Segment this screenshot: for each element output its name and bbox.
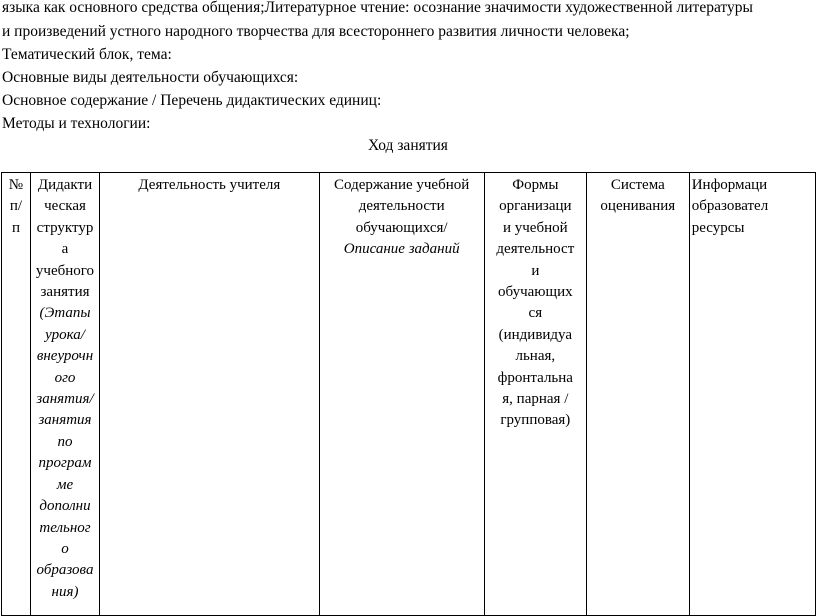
cell-line: льная,	[515, 348, 556, 365]
cell-line: ресурсы	[691, 219, 745, 236]
cell-line: оценивания	[600, 198, 676, 215]
cell-line: фронтальна	[497, 369, 573, 386]
cell-line: структур	[36, 219, 94, 236]
cell-line: образовател	[691, 198, 769, 215]
cell-line: занятия	[40, 284, 90, 301]
cell-line: Деятельность учителя	[138, 177, 281, 193]
cell-line: Дидакти	[37, 177, 93, 193]
cell-line: учебного	[35, 262, 95, 279]
cell-line: занятия	[38, 412, 92, 429]
cell-number	[2, 173, 31, 616]
cell-line: (индивидуа	[498, 326, 573, 343]
cell-learning-content	[319, 173, 484, 616]
intro-line-3: Тематический блок, тема:	[2, 46, 172, 63]
cell-line: о	[61, 540, 69, 557]
intro-line-5: Основное содержание / Перечень дидактических единиц:	[2, 92, 382, 109]
cell-line: програм	[38, 455, 92, 472]
cell-line: Система	[610, 177, 665, 193]
cell-line: внеурочн	[36, 348, 94, 365]
cell-line: ния)	[51, 583, 79, 600]
cell-line: обучающих	[498, 284, 573, 301]
cell-line: урока/	[45, 326, 85, 343]
cell-assessment-system	[586, 173, 689, 616]
intro-line-2: и произведений устного народного творчества для всестороннего развития личности человека;	[2, 23, 630, 40]
section-title: Ход занятия	[368, 137, 448, 154]
cell-line: ого	[54, 369, 76, 386]
cell-line: а	[61, 241, 69, 258]
cell-line: ческая	[44, 198, 86, 215]
cell-line: занятия/	[36, 391, 94, 408]
cell-line: и	[531, 262, 540, 279]
intro-line-1: языка как основного средства общения;Литературное чтение: осознание значимости художественной литературы	[2, 0, 753, 16]
cell-line: №	[8, 177, 24, 193]
cell-line: п	[11, 219, 20, 236]
cell-line: организаци	[499, 198, 572, 215]
cell-line: образова	[36, 562, 94, 579]
cell-line: (Этапы	[39, 305, 91, 322]
cell-line: Содержание учебной	[334, 177, 470, 193]
cell-line: и учебной	[502, 219, 568, 236]
cell-organization-forms	[484, 173, 586, 616]
cell-line: Формы	[512, 177, 559, 193]
cell-line: Описание заданий	[343, 241, 460, 258]
cell-line: обучающихся/	[355, 219, 448, 236]
cell-line: Информаци	[691, 177, 768, 193]
cell-didactic-structure	[30, 173, 99, 616]
cell-line: ме	[56, 476, 74, 493]
intro-line-4: Основные виды деятельности обучающихся:	[2, 69, 299, 86]
intro-line-6: Методы и технологии:	[2, 115, 151, 132]
cell-line: групповая)	[500, 412, 571, 429]
cell-line: п/	[9, 198, 23, 215]
cell-line: по	[57, 433, 73, 450]
lesson-plan-table	[1, 172, 816, 616]
cell-line: я, парная /	[502, 391, 569, 408]
cell-teacher-activity	[100, 173, 319, 616]
cell-line: дополни	[39, 498, 91, 515]
cell-line: тельног	[39, 519, 91, 536]
table-row	[2, 173, 816, 616]
cell-information-resources	[689, 173, 815, 616]
cell-line: ся	[528, 305, 543, 322]
cell-line: деятельности	[358, 198, 445, 215]
cell-line: деятельност	[496, 241, 575, 258]
